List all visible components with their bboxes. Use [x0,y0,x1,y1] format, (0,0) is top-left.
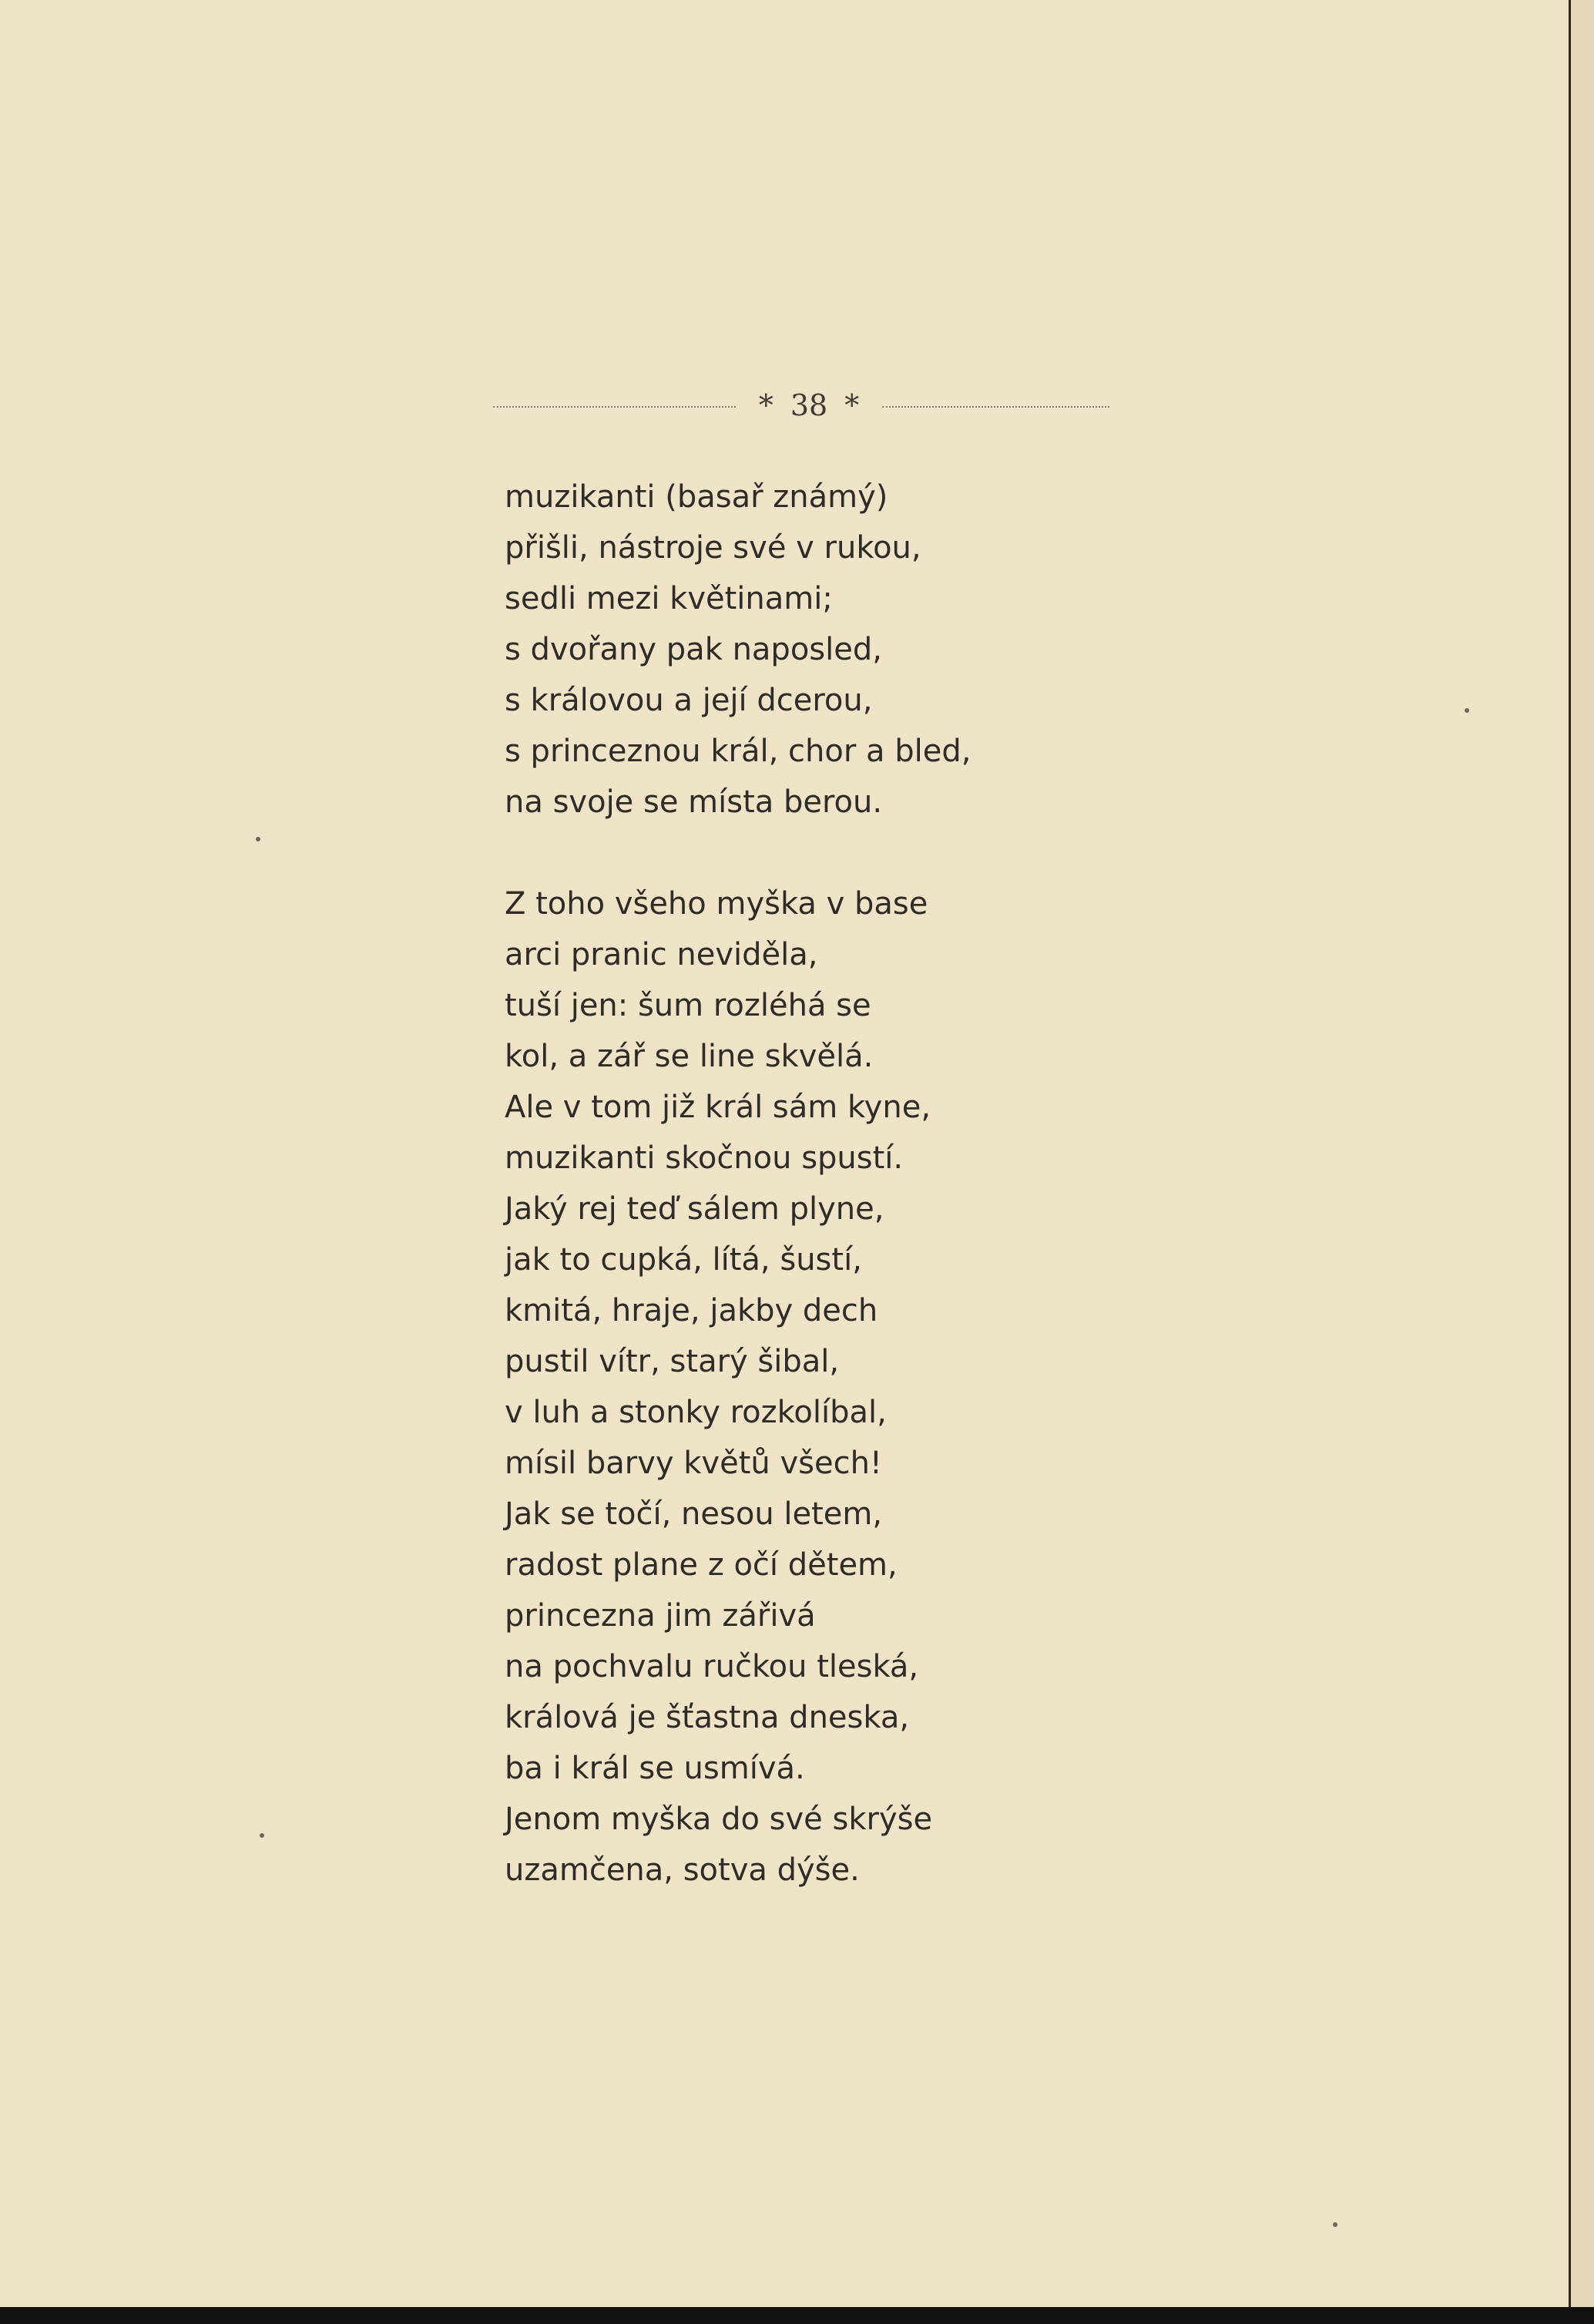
stanza [505,878,1136,1896]
poem-line: uzamčena, sotva dýše. [505,1852,860,1888]
scan-border [0,2307,1594,2324]
poem-line: s princeznou král, chor a bled, [505,734,972,769]
poem-line: Jak se točí, nesou letem, [505,1496,883,1532]
poem-line: kol, a zář se line skvělá. [505,1039,874,1074]
poem-line: muzikanti skočnou spustí. [505,1140,904,1176]
poem-line: na pochvalu ručkou tleská, [505,1649,919,1684]
poem-line: s dvořany pak naposled, [505,632,882,667]
poem-line: na svoje se místa berou. [505,784,883,820]
paper-speck [256,837,260,841]
poem-line: mísil barvy květů všech! [505,1446,882,1481]
page-number: 38 [790,388,828,422]
poem-line: jak to cupká, lítá, šustí, [505,1242,862,1278]
poem-line: ba i král se usmívá. [505,1751,805,1786]
paper-speck [1333,2222,1337,2227]
poem-line: muzikanti (basař známý) [505,479,888,515]
poem-body [505,472,1136,1896]
stanza [505,472,1136,828]
poem-line: s královou a její dcerou, [505,683,873,718]
poem-line: radost plane z očí dětem, [505,1547,898,1583]
page-header [493,382,1109,428]
header-rule-left [493,406,736,408]
poem-line: přišli, nástroje své v rukou, [505,530,921,566]
paper-speck [1465,708,1469,713]
poem-line: Jenom myška do své skrýše [505,1802,933,1837]
poem-line: v luh a stonky rozkolíbal, [505,1395,887,1430]
poem-line: tuší jen: šum rozléhá se [505,988,871,1023]
ornament-left: * [758,388,774,422]
paper-speck [260,1833,264,1838]
page-number-block [740,382,878,428]
poem-line: Ale v tom již král sám kyne, [505,1090,931,1125]
poem-line: arci pranic neviděla, [505,937,818,972]
poem-line: Z toho všeho myška v base [505,886,928,922]
poem-line: sedli mezi květinami; [505,581,833,616]
header-rule-right [882,406,1109,408]
poem-line: pustil vítr, starý šibal, [505,1344,840,1379]
ornament-right: * [844,388,860,422]
poem-line: kmitá, hraje, jakby dech [505,1293,878,1328]
stanza-break [505,828,1136,878]
poem-line: Jaký rej teď sálem plyne, [505,1191,884,1227]
poem-line: králová je šťastna dneska, [505,1700,910,1735]
poem-line: princezna jim zářivá [505,1598,816,1634]
page-edge [1569,0,1594,2324]
